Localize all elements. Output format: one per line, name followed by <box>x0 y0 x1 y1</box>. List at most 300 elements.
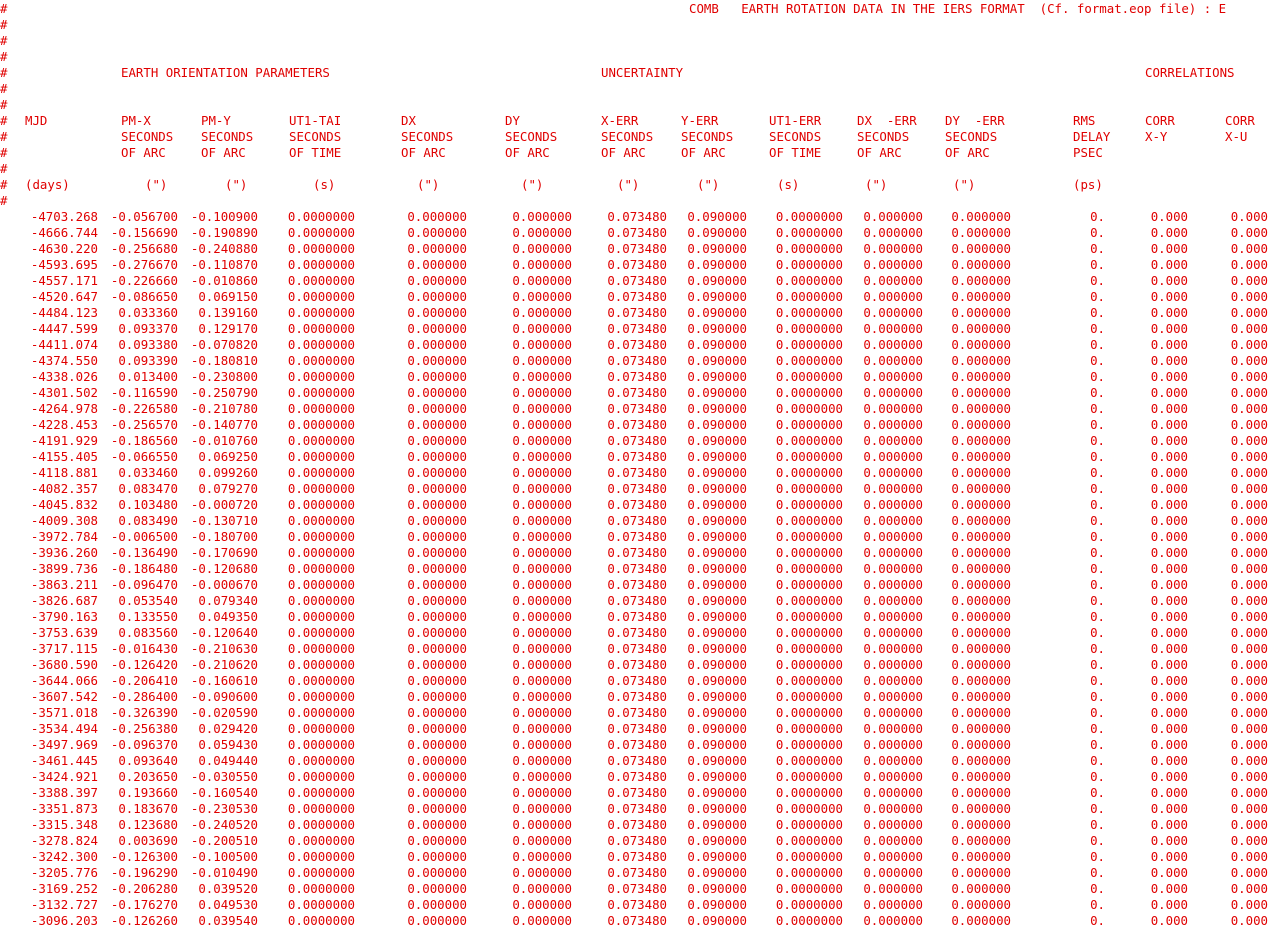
pm-y-value: -0.180810 <box>190 353 258 368</box>
pm-x-value: -0.016430 <box>110 641 178 656</box>
table-row <box>0 273 1268 289</box>
ut1-value: 0.0000000 <box>287 609 355 624</box>
mjd-value: -4155.405 <box>30 449 98 464</box>
ut1-value: 0.0000000 <box>287 865 355 880</box>
pm-y-value: -0.100500 <box>190 849 258 864</box>
corrxu-value: 0.000 <box>1230 833 1268 848</box>
column-header-dyerr: DY -ERR <box>945 113 1005 128</box>
comment-marker: # <box>0 97 8 112</box>
ut1-value: 0.0000000 <box>287 705 355 720</box>
corrxu-value: 0.000 <box>1230 625 1268 640</box>
corrxu-value: 0.000 <box>1230 865 1268 880</box>
corrxu-value: 0.000 <box>1230 433 1268 448</box>
ut1err-value: 0.0000000 <box>775 385 843 400</box>
yerr-value: 0.090000 <box>687 705 747 720</box>
ut1err-value: 0.0000000 <box>775 353 843 368</box>
pm-y-value: -0.100900 <box>190 209 258 224</box>
corrxu-value: 0.000 <box>1230 593 1268 608</box>
ut1-value: 0.0000000 <box>287 273 355 288</box>
pm-y-value: 0.079340 <box>198 593 258 608</box>
pm-x-value: 0.093370 <box>118 321 178 336</box>
dx-value: 0.000000 <box>407 529 467 544</box>
corrxu-value: 0.000 <box>1230 497 1268 512</box>
column-subheader-dx: OF ARC <box>401 145 446 160</box>
rms-value: 0. <box>1090 705 1105 720</box>
table-row <box>0 337 1268 353</box>
corrxy-value: 0.000 <box>1150 209 1188 224</box>
rms-value: 0. <box>1090 833 1105 848</box>
dxerr-value: 0.000000 <box>863 369 923 384</box>
table-row <box>0 689 1268 705</box>
xerr-value: 0.073480 <box>607 305 667 320</box>
column-subheader-ut1err: OF TIME <box>769 145 822 160</box>
mjd-value: -3205.776 <box>30 865 98 880</box>
yerr-value: 0.090000 <box>687 849 747 864</box>
corrxu-value: 0.000 <box>1230 577 1268 592</box>
dxerr-value: 0.000000 <box>863 273 923 288</box>
dyerr-value: 0.000000 <box>951 465 1011 480</box>
yerr-value: 0.090000 <box>687 209 747 224</box>
corrxy-value: 0.000 <box>1150 849 1188 864</box>
pm-y-value: -0.230530 <box>190 801 258 816</box>
dxerr-value: 0.000000 <box>863 577 923 592</box>
ut1-value: 0.0000000 <box>287 529 355 544</box>
pm-y-value: -0.190890 <box>190 225 258 240</box>
corrxy-value: 0.000 <box>1150 785 1188 800</box>
corrxy-value: 0.000 <box>1150 737 1188 752</box>
column-subheader-pmx: SECONDS <box>121 129 174 144</box>
column-header-corrxu: CORR <box>1225 113 1255 128</box>
ut1-value: 0.0000000 <box>287 801 355 816</box>
pm-y-value: 0.049350 <box>198 609 258 624</box>
ut1err-value: 0.0000000 <box>775 513 843 528</box>
table-row <box>0 769 1268 785</box>
dyerr-value: 0.000000 <box>951 225 1011 240</box>
mjd-value: -4703.268 <box>30 209 98 224</box>
xerr-value: 0.073480 <box>607 529 667 544</box>
ut1-value: 0.0000000 <box>287 401 355 416</box>
xerr-value: 0.073480 <box>607 273 667 288</box>
xerr-value: 0.073480 <box>607 401 667 416</box>
corrxy-value: 0.000 <box>1150 465 1188 480</box>
dyerr-value: 0.000000 <box>951 689 1011 704</box>
section-header-correlations: CORRELATIONS <box>1145 65 1235 80</box>
column-header-mjd: MJD <box>25 113 48 128</box>
yerr-value: 0.090000 <box>687 881 747 896</box>
pm-x-value: -0.226660 <box>110 273 178 288</box>
table-row <box>0 897 1268 913</box>
pm-y-value: -0.240880 <box>190 241 258 256</box>
comment-marker: # <box>0 81 8 96</box>
dxerr-value: 0.000000 <box>863 465 923 480</box>
yerr-value: 0.090000 <box>687 433 747 448</box>
dx-value: 0.000000 <box>407 289 467 304</box>
corrxu-value: 0.000 <box>1230 641 1268 656</box>
corrxy-value: 0.000 <box>1150 321 1188 336</box>
corrxu-value: 0.000 <box>1230 369 1268 384</box>
rms-value: 0. <box>1090 337 1105 352</box>
corrxu-value: 0.000 <box>1230 385 1268 400</box>
xerr-value: 0.073480 <box>607 289 667 304</box>
comment-marker: # <box>0 193 8 208</box>
yerr-value: 0.090000 <box>687 913 747 928</box>
dyerr-value: 0.000000 <box>951 417 1011 432</box>
dy-value: 0.000000 <box>512 289 572 304</box>
rms-value: 0. <box>1090 737 1105 752</box>
dy-value: 0.000000 <box>512 273 572 288</box>
pm-x-value: -0.326390 <box>110 705 178 720</box>
dx-value: 0.000000 <box>407 273 467 288</box>
rms-value: 0. <box>1090 433 1105 448</box>
column-header-ut1err: UT1-ERR <box>769 113 822 128</box>
pm-y-value: -0.130710 <box>190 513 258 528</box>
header-line <box>0 1 1263 17</box>
yerr-value: 0.090000 <box>687 513 747 528</box>
table-row <box>0 801 1268 817</box>
table-row <box>0 609 1268 625</box>
dy-value: 0.000000 <box>512 369 572 384</box>
pm-y-value: -0.010490 <box>190 865 258 880</box>
dyerr-value: 0.000000 <box>951 209 1011 224</box>
column-subheader-pmy: SECONDS <box>201 129 254 144</box>
unit-ut1: (s) <box>313 177 336 192</box>
dx-value: 0.000000 <box>407 609 467 624</box>
table-row <box>0 481 1268 497</box>
pm-x-value: 0.053540 <box>118 593 178 608</box>
dx-value: 0.000000 <box>407 625 467 640</box>
dyerr-value: 0.000000 <box>951 529 1011 544</box>
xerr-value: 0.073480 <box>607 737 667 752</box>
dyerr-value: 0.000000 <box>951 673 1011 688</box>
pm-x-value: -0.066550 <box>110 449 178 464</box>
ut1-value: 0.0000000 <box>287 225 355 240</box>
comment-marker: # <box>0 1 8 16</box>
xerr-value: 0.073480 <box>607 577 667 592</box>
corrxy-value: 0.000 <box>1150 641 1188 656</box>
xerr-value: 0.073480 <box>607 609 667 624</box>
corrxy-value: 0.000 <box>1150 225 1188 240</box>
corrxu-value: 0.000 <box>1230 401 1268 416</box>
xerr-value: 0.073480 <box>607 913 667 928</box>
table-row <box>0 721 1268 737</box>
unit-dx: (") <box>417 177 440 192</box>
header-line <box>0 145 1263 161</box>
dxerr-value: 0.000000 <box>863 625 923 640</box>
dxerr-value: 0.000000 <box>863 753 923 768</box>
column-header-rms: RMS <box>1073 113 1096 128</box>
rms-value: 0. <box>1090 545 1105 560</box>
ut1-value: 0.0000000 <box>287 545 355 560</box>
dx-value: 0.000000 <box>407 561 467 576</box>
dx-value: 0.000000 <box>407 241 467 256</box>
pm-x-value: 0.083470 <box>118 481 178 496</box>
column-subheader-dyerr: OF ARC <box>945 145 990 160</box>
ut1-value: 0.0000000 <box>287 321 355 336</box>
xerr-value: 0.073480 <box>607 801 667 816</box>
xerr-value: 0.073480 <box>607 241 667 256</box>
pm-y-value: -0.230800 <box>190 369 258 384</box>
column-header-dxerr: DX -ERR <box>857 113 917 128</box>
dy-value: 0.000000 <box>512 513 572 528</box>
ut1-value: 0.0000000 <box>287 913 355 928</box>
yerr-value: 0.090000 <box>687 529 747 544</box>
yerr-value: 0.090000 <box>687 289 747 304</box>
dyerr-value: 0.000000 <box>951 433 1011 448</box>
dxerr-value: 0.000000 <box>863 849 923 864</box>
dyerr-value: 0.000000 <box>951 257 1011 272</box>
pm-y-value: -0.250790 <box>190 385 258 400</box>
corrxy-value: 0.000 <box>1150 385 1188 400</box>
rms-value: 0. <box>1090 769 1105 784</box>
corrxu-value: 0.000 <box>1230 561 1268 576</box>
dyerr-value: 0.000000 <box>951 321 1011 336</box>
dxerr-value: 0.000000 <box>863 913 923 928</box>
dyerr-value: 0.000000 <box>951 817 1011 832</box>
pm-y-value: -0.000670 <box>190 577 258 592</box>
unit-xerr: (") <box>617 177 640 192</box>
dxerr-value: 0.000000 <box>863 641 923 656</box>
mjd-value: -3717.115 <box>30 641 98 656</box>
rms-value: 0. <box>1090 513 1105 528</box>
yerr-value: 0.090000 <box>687 273 747 288</box>
dxerr-value: 0.000000 <box>863 865 923 880</box>
table-row <box>0 241 1268 257</box>
yerr-value: 0.090000 <box>687 225 747 240</box>
yerr-value: 0.090000 <box>687 801 747 816</box>
corrxy-value: 0.000 <box>1150 417 1188 432</box>
ut1err-value: 0.0000000 <box>775 545 843 560</box>
dx-value: 0.000000 <box>407 641 467 656</box>
mjd-value: -4520.647 <box>30 289 98 304</box>
rms-value: 0. <box>1090 785 1105 800</box>
corrxu-value: 0.000 <box>1230 337 1268 352</box>
ut1err-value: 0.0000000 <box>775 449 843 464</box>
ut1err-value: 0.0000000 <box>775 257 843 272</box>
yerr-value: 0.090000 <box>687 833 747 848</box>
header-line <box>0 33 1263 49</box>
xerr-value: 0.073480 <box>607 673 667 688</box>
unit-pmx: (") <box>145 177 168 192</box>
ut1err-value: 0.0000000 <box>775 657 843 672</box>
ut1-value: 0.0000000 <box>287 721 355 736</box>
xerr-value: 0.073480 <box>607 417 667 432</box>
header-line <box>0 17 1263 33</box>
pm-x-value: -0.006500 <box>110 529 178 544</box>
pm-x-value: 0.193660 <box>118 785 178 800</box>
dx-value: 0.000000 <box>407 513 467 528</box>
column-header-pmx: PM-X <box>121 113 151 128</box>
corrxy-value: 0.000 <box>1150 257 1188 272</box>
ut1-value: 0.0000000 <box>287 209 355 224</box>
pm-x-value: -0.156690 <box>110 225 178 240</box>
table-row <box>0 225 1268 241</box>
pm-x-value: -0.126300 <box>110 849 178 864</box>
rms-value: 0. <box>1090 561 1105 576</box>
ut1-value: 0.0000000 <box>287 417 355 432</box>
pm-y-value: -0.090600 <box>190 689 258 704</box>
corrxu-value: 0.000 <box>1230 721 1268 736</box>
header-line <box>0 81 1263 97</box>
ut1err-value: 0.0000000 <box>775 369 843 384</box>
xerr-value: 0.073480 <box>607 225 667 240</box>
xerr-value: 0.073480 <box>607 833 667 848</box>
dyerr-value: 0.000000 <box>951 657 1011 672</box>
mjd-value: -4191.929 <box>30 433 98 448</box>
mjd-value: -4666.744 <box>30 225 98 240</box>
ut1err-value: 0.0000000 <box>775 833 843 848</box>
column-header-corrxy: CORR <box>1145 113 1175 128</box>
pm-x-value: -0.226580 <box>110 401 178 416</box>
rms-value: 0. <box>1090 913 1105 928</box>
rms-value: 0. <box>1090 881 1105 896</box>
xerr-value: 0.073480 <box>607 321 667 336</box>
column-subheader-corrxy: X-Y <box>1145 129 1168 144</box>
dx-value: 0.000000 <box>407 881 467 896</box>
mjd-value: -4082.357 <box>30 481 98 496</box>
unit-dyerr: (") <box>953 177 976 192</box>
yerr-value: 0.090000 <box>687 257 747 272</box>
unit-pmy: (") <box>225 177 248 192</box>
column-subheader-dxerr: SECONDS <box>857 129 910 144</box>
rms-value: 0. <box>1090 865 1105 880</box>
pm-x-value: -0.176270 <box>110 897 178 912</box>
mjd-value: -3899.736 <box>30 561 98 576</box>
dyerr-value: 0.000000 <box>951 785 1011 800</box>
yerr-value: 0.090000 <box>687 769 747 784</box>
corrxu-value: 0.000 <box>1230 673 1268 688</box>
dx-value: 0.000000 <box>407 593 467 608</box>
corrxy-value: 0.000 <box>1150 721 1188 736</box>
dx-value: 0.000000 <box>407 481 467 496</box>
dx-value: 0.000000 <box>407 225 467 240</box>
dyerr-value: 0.000000 <box>951 881 1011 896</box>
mjd-value: -4630.220 <box>30 241 98 256</box>
ut1err-value: 0.0000000 <box>775 289 843 304</box>
dyerr-value: 0.000000 <box>951 561 1011 576</box>
table-row <box>0 465 1268 481</box>
ut1-value: 0.0000000 <box>287 897 355 912</box>
table-row <box>0 417 1268 433</box>
ut1-value: 0.0000000 <box>287 833 355 848</box>
table-row <box>0 433 1268 449</box>
header-line <box>0 49 1263 65</box>
dyerr-value: 0.000000 <box>951 241 1011 256</box>
table-row <box>0 849 1268 865</box>
comment-marker: # <box>0 17 8 32</box>
corrxy-value: 0.000 <box>1150 289 1188 304</box>
corrxy-value: 0.000 <box>1150 833 1188 848</box>
yerr-value: 0.090000 <box>687 625 747 640</box>
pm-x-value: -0.126260 <box>110 913 178 928</box>
table-row <box>0 529 1268 545</box>
mjd-value: -3936.260 <box>30 545 98 560</box>
ut1-value: 0.0000000 <box>287 881 355 896</box>
corrxu-value: 0.000 <box>1230 321 1268 336</box>
corrxu-value: 0.000 <box>1230 913 1268 928</box>
ut1err-value: 0.0000000 <box>775 881 843 896</box>
dy-value: 0.000000 <box>512 769 572 784</box>
table-row <box>0 353 1268 369</box>
column-subheader-yerr: SECONDS <box>681 129 734 144</box>
section-header-uncertainty: UNCERTAINTY <box>601 65 684 80</box>
corrxu-value: 0.000 <box>1230 817 1268 832</box>
xerr-value: 0.073480 <box>607 465 667 480</box>
dx-value: 0.000000 <box>407 721 467 736</box>
pm-x-value: 0.083560 <box>118 625 178 640</box>
dyerr-value: 0.000000 <box>951 337 1011 352</box>
dy-value: 0.000000 <box>512 913 572 928</box>
pm-y-value: -0.200510 <box>190 833 258 848</box>
dx-value: 0.000000 <box>407 913 467 928</box>
mjd-value: -4557.171 <box>30 273 98 288</box>
dxerr-value: 0.000000 <box>863 481 923 496</box>
dx-value: 0.000000 <box>407 817 467 832</box>
dyerr-value: 0.000000 <box>951 753 1011 768</box>
dyerr-value: 0.000000 <box>951 641 1011 656</box>
ut1err-value: 0.0000000 <box>775 641 843 656</box>
ut1err-value: 0.0000000 <box>775 241 843 256</box>
mjd-value: -3571.018 <box>30 705 98 720</box>
pm-x-value: -0.256570 <box>110 417 178 432</box>
corrxy-value: 0.000 <box>1150 337 1188 352</box>
corrxy-value: 0.000 <box>1150 609 1188 624</box>
comment-marker: # <box>0 177 8 192</box>
ut1err-value: 0.0000000 <box>775 673 843 688</box>
yerr-value: 0.090000 <box>687 497 747 512</box>
table-row <box>0 705 1268 721</box>
yerr-value: 0.090000 <box>687 545 747 560</box>
yerr-value: 0.090000 <box>687 753 747 768</box>
rms-value: 0. <box>1090 529 1105 544</box>
pm-y-value: 0.099260 <box>198 465 258 480</box>
column-subheader-rms: PSEC <box>1073 145 1103 160</box>
pm-y-value: -0.010860 <box>190 273 258 288</box>
yerr-value: 0.090000 <box>687 353 747 368</box>
ut1err-value: 0.0000000 <box>775 849 843 864</box>
dxerr-value: 0.000000 <box>863 257 923 272</box>
dy-value: 0.000000 <box>512 881 572 896</box>
ut1-value: 0.0000000 <box>287 593 355 608</box>
table-row <box>0 209 1268 225</box>
dy-value: 0.000000 <box>512 833 572 848</box>
table-row <box>0 513 1268 529</box>
dxerr-value: 0.000000 <box>863 657 923 672</box>
rms-value: 0. <box>1090 257 1105 272</box>
pm-y-value: 0.049440 <box>198 753 258 768</box>
ut1-value: 0.0000000 <box>287 689 355 704</box>
dy-value: 0.000000 <box>512 721 572 736</box>
ut1err-value: 0.0000000 <box>775 689 843 704</box>
pm-x-value: -0.196290 <box>110 865 178 880</box>
comment-marker: # <box>0 33 8 48</box>
dy-value: 0.000000 <box>512 465 572 480</box>
ut1-value: 0.0000000 <box>287 673 355 688</box>
dx-value: 0.000000 <box>407 785 467 800</box>
corrxy-value: 0.000 <box>1150 241 1188 256</box>
dxerr-value: 0.000000 <box>863 209 923 224</box>
dx-value: 0.000000 <box>407 577 467 592</box>
mjd-value: -3863.211 <box>30 577 98 592</box>
pm-x-value: 0.033360 <box>118 305 178 320</box>
table-row <box>0 673 1268 689</box>
rms-value: 0. <box>1090 273 1105 288</box>
xerr-value: 0.073480 <box>607 689 667 704</box>
column-subheader-dyerr: SECONDS <box>945 129 998 144</box>
comment-marker: # <box>0 65 8 80</box>
dy-value: 0.000000 <box>512 433 572 448</box>
column-header-xerr: X-ERR <box>601 113 639 128</box>
pm-y-value: -0.240520 <box>190 817 258 832</box>
